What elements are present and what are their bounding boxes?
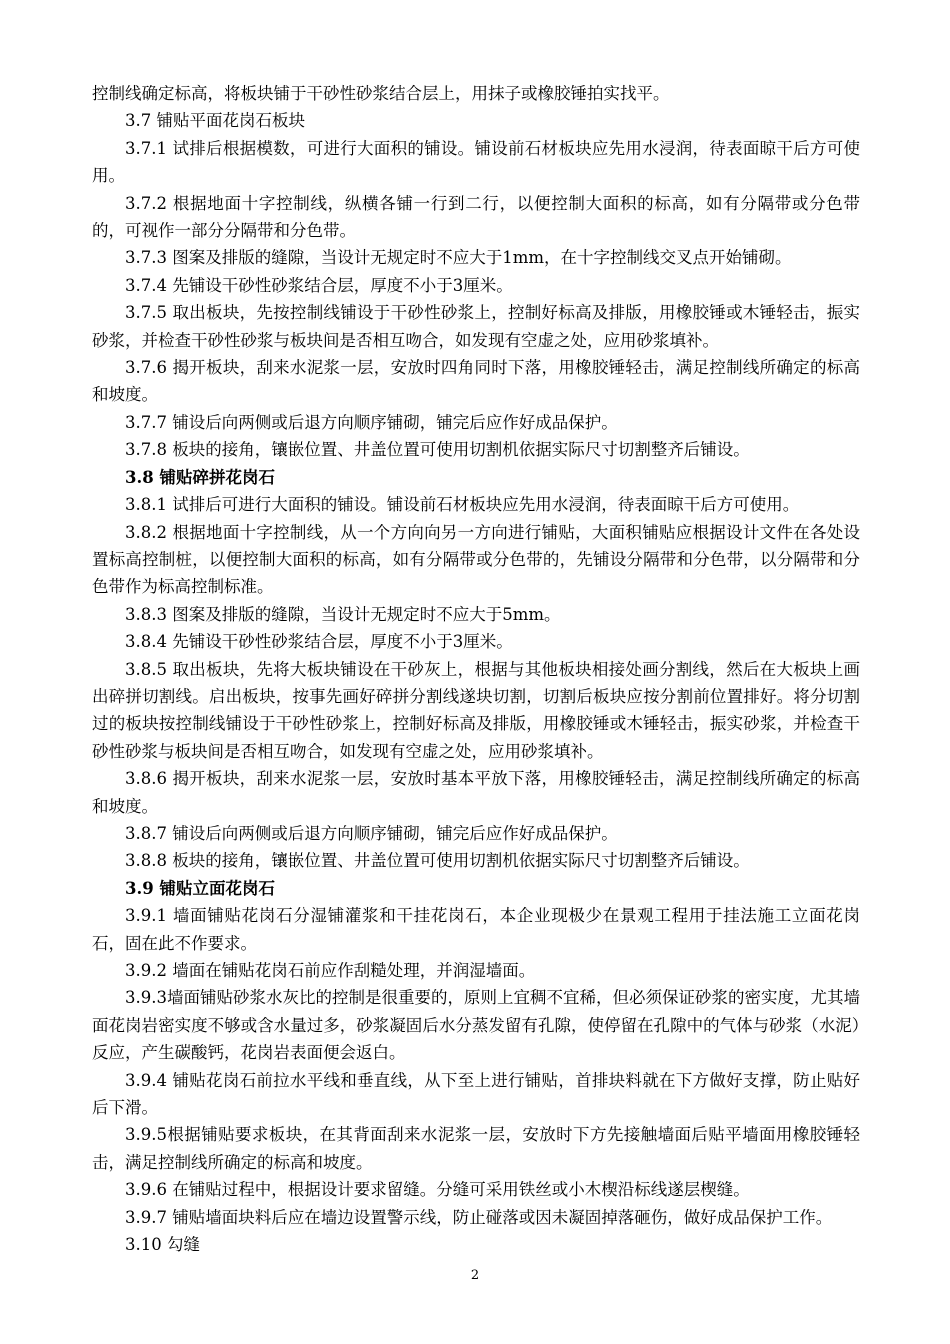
section-heading: 3.8 铺贴碎拼花岗石	[125, 467, 275, 487]
paragraph: 3.7.1 试排后根据模数，可进行大面积的铺设。铺设前石材板块应先用水浸润，待表面晾干后方可使用。	[92, 138, 860, 186]
paragraph: 3.8.5 取出板块，先将大板块铺设在干砂灰上，根据与其他板块相接处画分割线，然后在大板块上画出碎拼切割线。启出板块，按事先画好碎拼分割线遂块切割，切割后板块应按分割前位置排好。将分切割过的板块按控制线铺设于干砂性砂浆上，控制好标高及排版，用橡胶锤或木锤轻击，振实砂浆，并检查干砂性砂浆与板块间是否相互吻合，如发现有空虚之处，应用砂浆填补。	[92, 659, 860, 761]
paragraph: 3.9.5根据铺贴要求板块，在其背面刮来水泥浆一层，安放时下方先接触墙面后贴平墙面用橡胶锤轻击，满足控制线所确定的标高和坡度。	[92, 1125, 860, 1172]
paragraph: 3.9.2 墙面在铺贴花岗石前应作刮糙处理，并润湿墙面。	[125, 961, 536, 980]
paragraph: 3.9.3墙面铺贴砂浆水灰比的控制是很重要的，原则上宜稠不宜稀，但必须保证砂浆的密实度，尤其墙面花岗岩密实度不够或含水量过多，砂浆凝固后水分蒸发留有孔隙，使停留在孔隙中的气体与砂浆（水泥）反应，产生碳酸钙，花岗岩表面便会返白。	[92, 988, 860, 1063]
paragraph: 控制线确定标高，将板块铺于干砂性砂浆结合层上，用抹子或橡胶锤拍实找平。	[92, 84, 670, 103]
paragraph: 3.9.4 铺贴花岗石前拉水平线和垂直线，从下至上进行铺贴，首排块料就在下方做好支撑，防止贴好后下滑。	[92, 1070, 860, 1118]
paragraph: 3.7.6 揭开板块，刮来水泥浆一层，安放时四角同时下落，用橡胶锤轻击，满足控制线所确定的标高和坡度。	[92, 358, 860, 405]
paragraph: 3.9.7 铺贴墙面块料后应在墙边设置警示线，防止碰落或因未凝固掉落砸伤，做好成品保护工作。	[125, 1207, 833, 1227]
document-body	[92, 80, 860, 1258]
paragraph: 3.8.7 铺设后向两侧或后退方向顺序铺砌，铺完后应作好成品保护。	[125, 823, 618, 843]
section-heading: 3.9 铺贴立面花岗石	[125, 878, 275, 898]
paragraph: 3.10 勾缝	[125, 1235, 200, 1255]
paragraph: 3.7.7 铺设后向两侧或后退方向顺序铺砌，铺完后应作好成品保护。	[125, 412, 618, 432]
paragraph: 3.7.2 根据地面十字控制线，纵横各铺一行到二行，以便控制大面积的标高，如有分隔带或分色带的，可视作一部分分隔带和分色带。	[92, 193, 860, 241]
paragraph: 3.8.3 图案及排版的缝隙，当设计无规定时不应大于5mm。	[125, 604, 561, 624]
paragraph: 3.7.8 板块的接角，镶嵌位置、井盖位置可使用切割机依据实际尺寸切割整齐后铺设。	[125, 440, 750, 460]
paragraph: 3.7.5 取出板块，先按控制线铺设于干砂性砂浆上，控制好标高及排版，用橡胶锤或木锤轻击，振实砂浆，并检查干砂性砂浆与板块间是否相互吻合，如发现有空虚之处，应用砂浆填补。	[92, 303, 860, 350]
paragraph: 3.7.4 先铺设干砂性砂浆结合层，厚度不小于3厘米。	[125, 275, 513, 295]
paragraph: 3.7 铺贴平面花岗石板块	[125, 111, 305, 131]
paragraph: 3.7.3 图案及排版的缝隙，当设计无规定时不应大于1mm，在十字控制线交叉点开始铺砌。	[125, 248, 792, 268]
paragraph: 3.8.6 揭开板块，刮来水泥浆一层，安放时基本平放下落，用橡胶锤轻击，满足控制线所确定的标高和坡度。	[92, 769, 860, 816]
paragraph: 3.8.2 根据地面十字控制线，从一个方向向另一方向进行铺贴，大面积铺贴应根据设计文件在各处设置标高控制桩，以便控制大面积的标高，如有分隔带或分色带的，先铺设分隔带和分色带，以分隔带和分色带作为标高控制标准。	[92, 522, 860, 597]
paragraph: 3.9.1 墙面铺贴花岗石分湿铺灌浆和干挂花岗石，本企业现极少在景观工程用于挂法施工立面花岗石，固在此不作要求。	[92, 906, 860, 953]
paragraph: 3.8.8 板块的接角，镶嵌位置、井盖位置可使用切割机依据实际尺寸切割整齐后铺设。	[125, 851, 750, 871]
paragraph: 3.8.1 试排后可进行大面积的铺设。铺设前石材板块应先用水浸润，待表面晾干后方可使用。	[125, 495, 800, 515]
paragraph: 3.9.6 在铺贴过程中，根据设计要求留缝。分缝可采用铁丝或小木楔沿标线遂层楔缝。	[125, 1180, 750, 1200]
page-number: 2	[470, 1268, 480, 1283]
paragraph: 3.8.4 先铺设干砂性砂浆结合层，厚度不小于3厘米。	[125, 632, 513, 652]
